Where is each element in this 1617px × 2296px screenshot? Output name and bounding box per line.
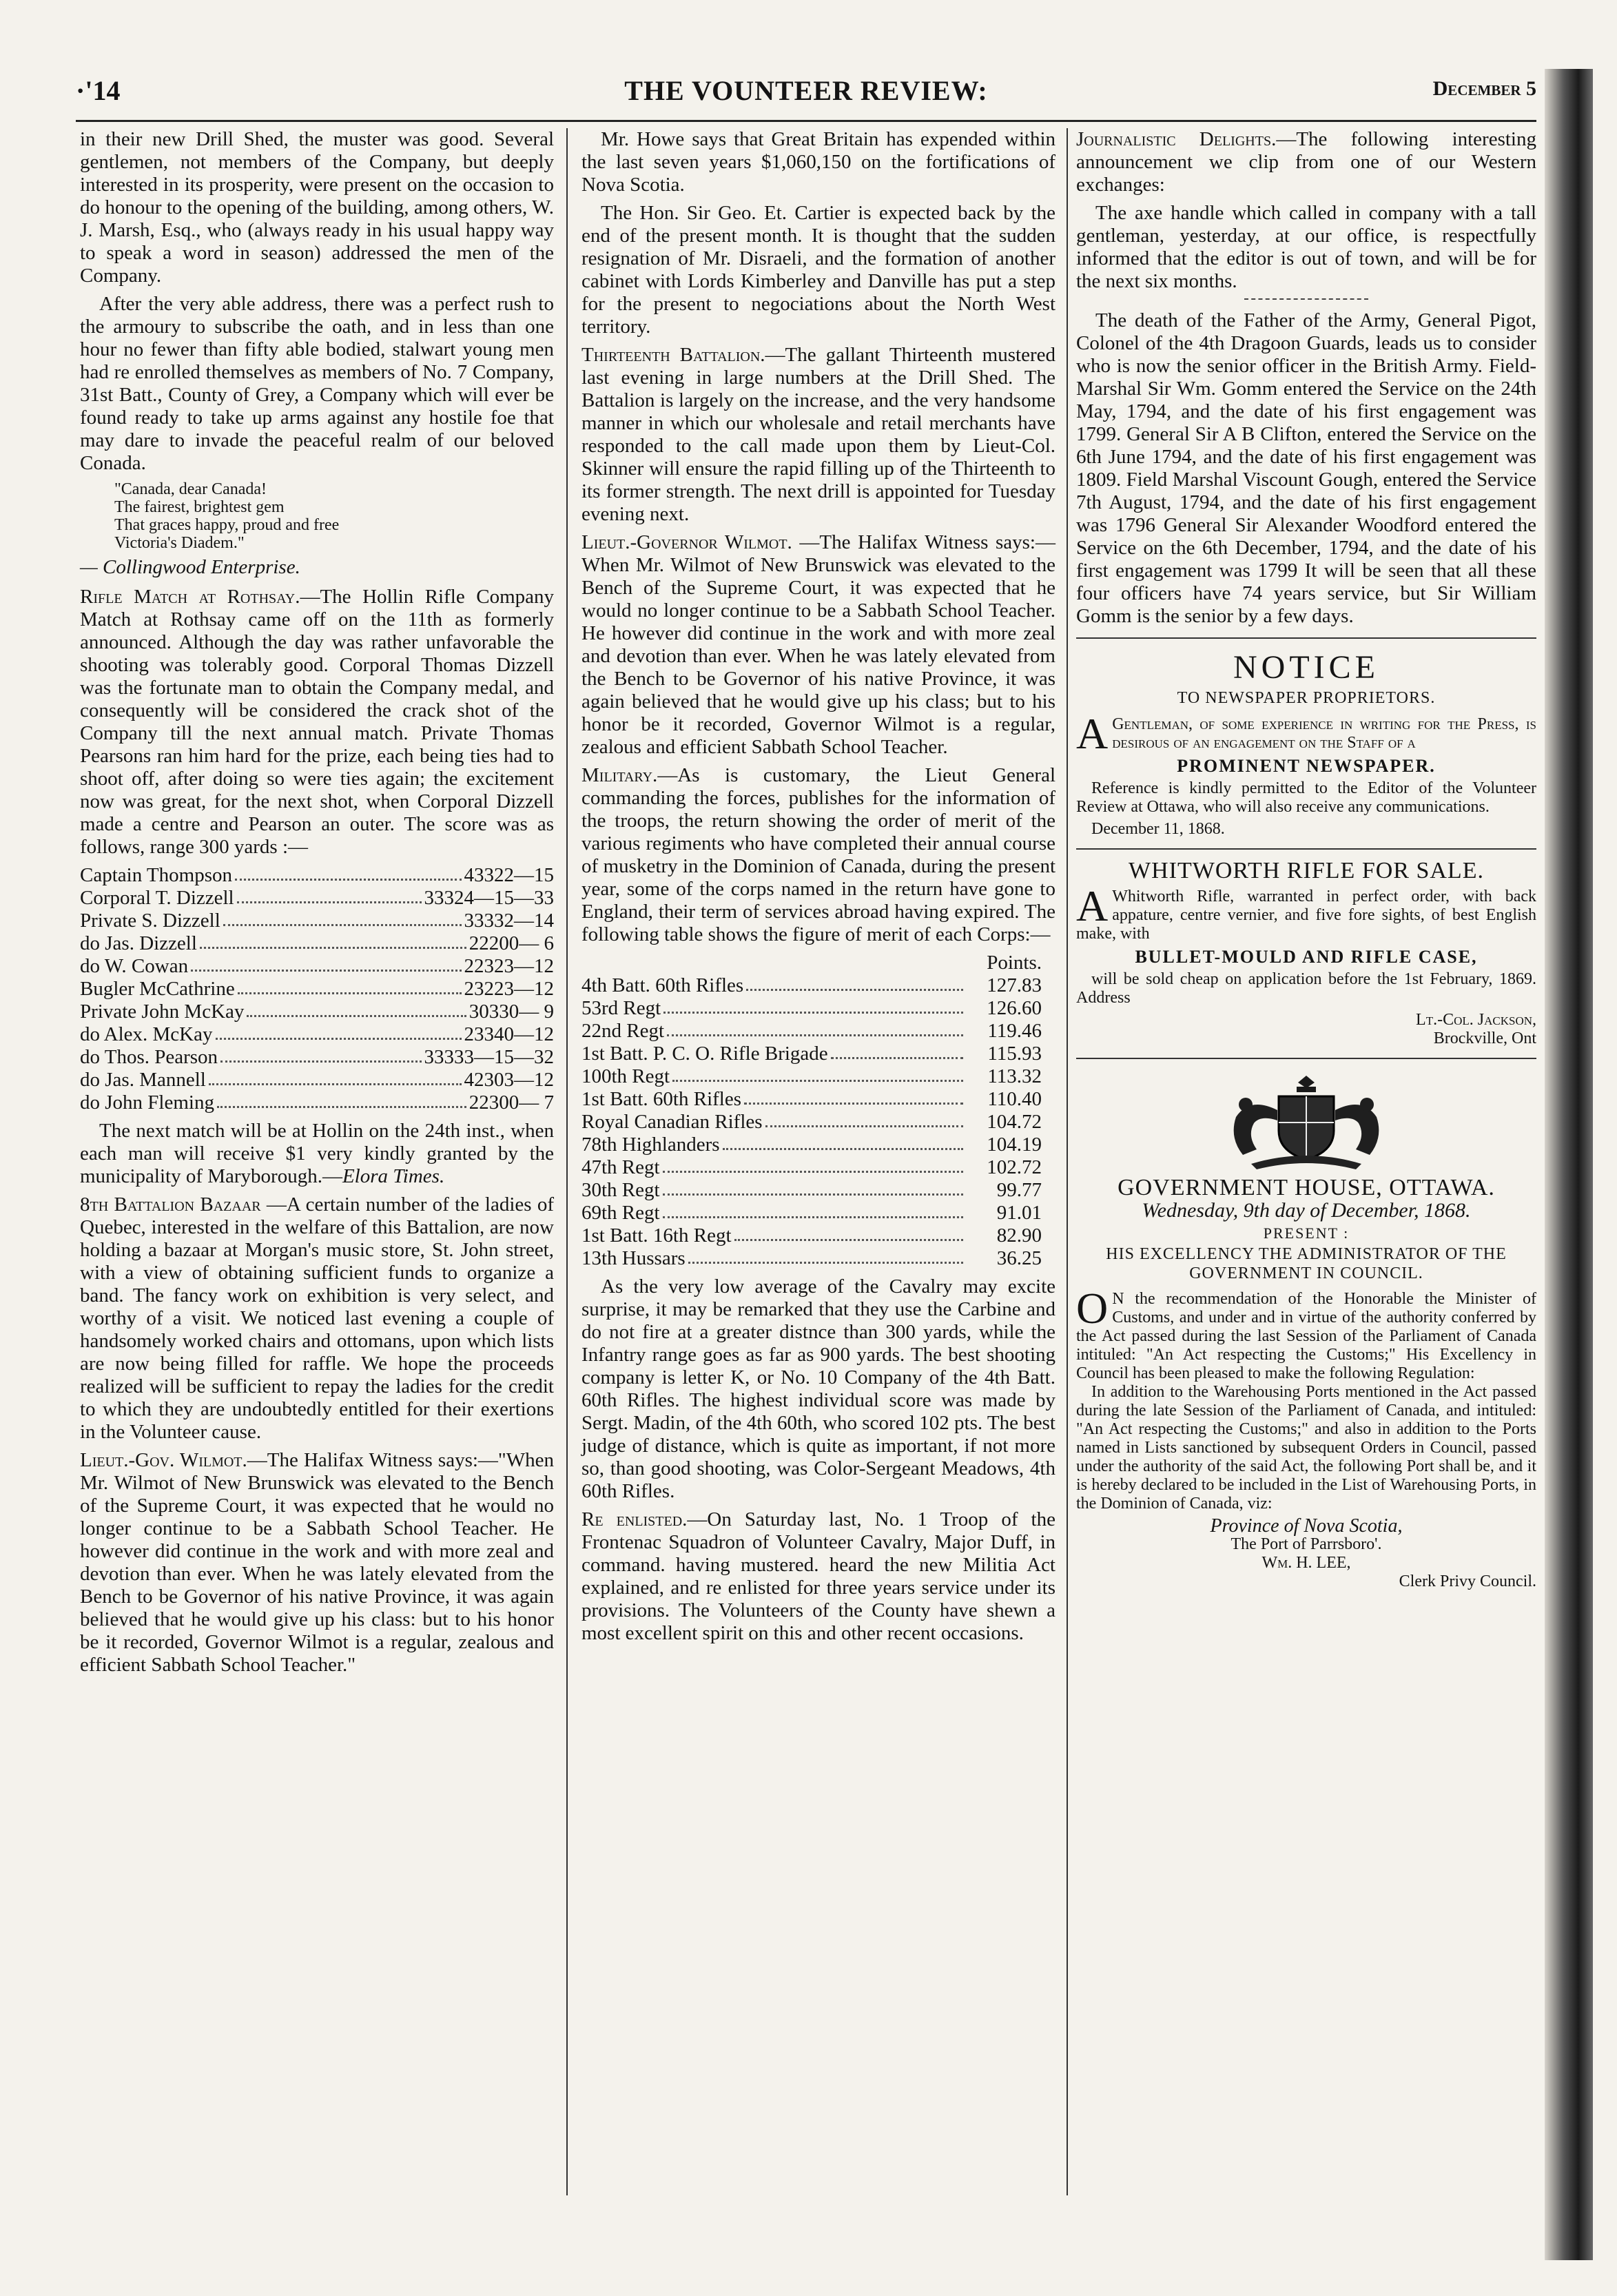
column-rule-2 (1067, 128, 1068, 2195)
shooter-score: 33333—15—32 (424, 1046, 554, 1068)
shooter-score: 30330— 9 (468, 1001, 554, 1023)
leader-dots (223, 910, 462, 926)
score-row (80, 1001, 554, 1023)
article-heading: Thirteenth Battalion. (581, 344, 765, 366)
shooter-score: 22300— 7 (468, 1091, 554, 1114)
reenlisted-article (581, 1508, 1055, 1645)
score-row (80, 1069, 554, 1091)
next-match-paragraph (80, 1120, 554, 1188)
military-article (581, 764, 1055, 946)
notice-prominent: PROMINENT NEWSPAPER. (1177, 756, 1436, 776)
gov-house-title: GOVERNMENT HOUSE, OTTAWA. (1118, 1175, 1495, 1200)
merit-row (581, 1224, 1055, 1247)
leader-dots (209, 1069, 462, 1085)
shooter-name: do Alex. McKay (80, 1023, 213, 1045)
corps-points: 119.46 (987, 1020, 1042, 1042)
journalistic-article (1076, 128, 1536, 196)
leader-dots (688, 1247, 963, 1264)
corps-points: 110.40 (987, 1088, 1042, 1110)
notice-reference: Reference is kindly permitted to the Editor of the Volunteer Review at Ottawa, who will also receive any communications. (1076, 779, 1536, 816)
shooter-name: Bugler McCathrine (80, 978, 235, 1000)
shooter-name: Private S. Dizzell (80, 910, 220, 932)
corps-name: 47th Regt (581, 1156, 660, 1178)
notice-body (1076, 709, 1536, 839)
corps-points: 113.32 (987, 1065, 1042, 1087)
leader-dots (200, 932, 466, 949)
shooter-name: do Jas. Mannell (80, 1069, 206, 1091)
merit-row (581, 1179, 1055, 1202)
corps-name: 69th Regt (581, 1202, 660, 1224)
article-heading: Lieut.-Governor Wilmot. (581, 531, 792, 553)
government-house-notice (1076, 1176, 1536, 1283)
gov-order-text (1076, 1284, 1536, 1383)
whitworth-paragraph: Whitworth Rifle, warranted in perfect order, with back appature, centre vernier, and five fore sights, of best English make, with (1076, 888, 1536, 943)
article-heading: Journalistic Delights. (1076, 128, 1277, 150)
score-row (80, 955, 554, 978)
article-body: —A certain number of the ladies of Quebec, interested in the welfare of this Battalion, are now holding a bazaar at Morgan's music store, St. John street, with a view of obtaining sufficient funds to organize a band. The fancy work on exhibition is very select, and worthy of a visit. We noticed last evening a couple of handsomely worked chairs and ottomans, upon which lists are now being filled for raffle. We hope the proceeds realized will be sufficient to repay the ladies for the credit to which they are undoubtedly entitled for their exertions in the Volunteer cause. (80, 1193, 555, 1443)
wilmot-article (581, 531, 1055, 759)
leader-dots (191, 955, 461, 972)
merit-row (581, 974, 1055, 997)
oath-paragraph: After the very able address, there was a perfect rush to the armoury to subscribe the oath, and in less than one hour no fewer than fifty able bodied, stalwart young men had re enrolled themselves as members of No. 7 Company, 31st Batt., County of Grey, a Company which will ever be found ready to take up arms against any hostile foe that may dare to invade the peaceful realm of our beloved Conada. (80, 293, 554, 474)
notice-advert (1076, 648, 1536, 710)
notice-text (1076, 709, 1536, 758)
leader-dots (235, 864, 462, 881)
corps-name: 78th Highlanders (581, 1134, 720, 1156)
score-table (80, 864, 554, 1114)
notice-paragraph: Gentleman, of some experience in writing for the Press, is desirous of an engagement on the Staff of a (1112, 715, 1536, 752)
merit-table (581, 974, 1055, 1270)
corps-points: 104.19 (987, 1134, 1042, 1156)
source-collingwood: — Collingwood Enterprise. (80, 556, 300, 578)
leader-dots (237, 887, 422, 903)
shooter-score: 23223—12 (464, 978, 554, 1000)
shooter-name: Private John McKay (80, 1001, 245, 1023)
corps-name: 1st Batt. P. C. O. Rifle Brigade (581, 1043, 828, 1065)
rifle-match-article (80, 586, 554, 859)
leader-dots (746, 974, 963, 991)
whitworth-bullet-mould: BULLET-MOULD AND RIFLE CASE, (1135, 947, 1478, 967)
merit-row (581, 1065, 1055, 1088)
corps-points: 82.90 (996, 1224, 1042, 1247)
corps-name: 4th Batt. 60th Rifles (581, 974, 744, 996)
article-body: —As is customary, the Lieut General commanding the forces, publishes for the information of the troops, the return showing the order of merit of the various regiments who have completed their annual course of musketry in the Dominion of Canada, during the present year, some of the corps named in the return have gone to England, their term of services abroad having expired. The following table shows the figure of merit of each Corps:— (581, 764, 1055, 945)
merit-row (581, 1043, 1055, 1065)
shooter-score: 22200— 6 (468, 932, 554, 954)
article-body: —The following interesting announcement we clip from one of our Western exchanges: (1076, 128, 1536, 196)
points-header: Points. (987, 952, 1042, 974)
paragraph-text: The next match will be at Hollin on the 24th inst., when each man will receive $1 very kindly granted by the municipality of Maryborough.— (80, 1120, 554, 1187)
leader-dots (672, 1065, 963, 1082)
shooter-name: do John Fleming (80, 1091, 214, 1114)
corps-points: 91.01 (996, 1202, 1042, 1224)
gov-house-date: Wednesday, 9th day of December, 1868. (1142, 1199, 1471, 1222)
column-rule-1 (566, 128, 568, 2195)
article-heading: Rifle Match at Rothsay. (80, 586, 300, 608)
section-divider (1076, 637, 1536, 639)
cartier-paragraph: The Hon. Sir Geo. Et. Cartier is expected back by the end of the present month. It is thought that the sudden resignation of Mr. Disraeli, and the formation of another cabinet with Lords Kimberley and Danville has put a step for the present to negociations about the North West territory. (581, 202, 1055, 338)
whitworth-text (1076, 881, 1536, 943)
gov-paragraph-2: In addition to the Warehousing Ports mentioned in the Act passed during the late Session of the Parliament of Canada, and intituled: "An Act respecting the Customs;" and also in addition to the Ports named in Lists sanctioned by subsequent Orders in Council, passed under the authority of the said Act, the following Port shall be, and it is hereby declared to be included in the List of Warehousing Ports, in the Dominion of Canada, viz: (1076, 1383, 1536, 1513)
column-1 (80, 128, 554, 1682)
merit-row (581, 1202, 1055, 1224)
merit-row (581, 1247, 1055, 1270)
royal-coat-of-arms-icon (1203, 1069, 1410, 1172)
corps-points: 102.72 (987, 1156, 1042, 1178)
article-body: —The Hollin Rifle Company Match at Rothsay came off on the 11th as formerly announced. Although the day was rather unfavorable the shooting was tolerably good. Corporal Thomas Dizzell was the fortunate man to obtain the Company medal, and consequently will be considered the crack shot of the Company till the next annual match. Private Thomas Pearsons ran him hard for the prize, each being ties had to shoot off, after doing so were ties again; the excitement now was great, for the next shot, when Corporal Dizzell made a centre and Pearson an outer. The score was as follows, range 300 yards :— (80, 586, 554, 858)
shooter-name: Corporal T. Dizzell (80, 887, 234, 909)
shooter-score: 33332—14 (464, 910, 554, 932)
leader-dots (734, 1224, 964, 1241)
leader-dots (217, 1091, 466, 1108)
leader-dots (723, 1134, 963, 1150)
shooter-name: do Jas. Dizzell (80, 932, 197, 954)
gov-house-body (1076, 1284, 1536, 1591)
verse-line: Victoria's Diadem." (114, 534, 245, 552)
leader-dots (238, 978, 462, 994)
corps-name: Royal Canadian Rifles (581, 1111, 763, 1133)
merit-row (581, 1088, 1055, 1111)
pigot-paragraph: The death of the Father of the Army, General Pigot, Colonel of the 4th Dragoon Guards, leads us to consider who is now the senior officer in the British Army. Field-Marshal Sir Wm. Gomm entered the Service on the 24th May, 1794, and the date of his first engagement was 1799. General Sir A B Clifton, entered the Service on the 6th June 1794, and the date of his first engagement was 1809. Field Marshal Viscount Gough, entered the Service 7th August, 1794, and the date of his first engagement was 1796 General Sir Alexander Woodford entered the Service on the 6th December, 1794, and the date of his first engagement was 1799 It will be seen that all these four officers have 74 years service, but Sir William Gomm is the senior by a few days. (1076, 309, 1536, 627)
merit-row (581, 1134, 1055, 1156)
shooter-score: 42303—12 (464, 1069, 554, 1091)
leader-dots (216, 1023, 462, 1040)
corps-name: 100th Regt (581, 1065, 670, 1087)
shooter-score: 33324—15—33 (424, 887, 554, 909)
article-heading: Re enlisted. (581, 1508, 688, 1530)
header-rule (76, 120, 1536, 122)
section-divider (1076, 848, 1536, 850)
leader-dots (831, 1043, 963, 1059)
gov-port: The Port of Parrsboro'. (1230, 1535, 1382, 1553)
verse-line: "Canada, dear Canada! (114, 480, 267, 498)
cavalry-paragraph: As the very low average of the Cavalry may excite surprise, it may be remarked that they use the Carbine and do not fire at a greater distnce than 300 yards, while the Infantry range goes as far as 900 yards. The best shooting company is letter K, or No. 10 Company of the 4th Batt. 60th Rifles. The highest individual score was made by Sergt. Madin, of the 4th 60th, who scored 102 pts. The best judge of distance, which is quite as important, if not more so, than good shooting, was Color-Sergeant Meadows, 4th 60th Rifles. (581, 1275, 1055, 1502)
article-heading: Military. (581, 764, 658, 786)
whitworth-advert (1076, 859, 1536, 882)
article-heading: 8th Battalion Bazaar (80, 1193, 261, 1216)
leader-dots (663, 1156, 963, 1173)
corps-points: 99.77 (996, 1179, 1042, 1201)
column-3 (1076, 128, 1536, 1591)
drop-cap: A (1076, 881, 1109, 930)
shooter-score: 43322—15 (464, 864, 554, 886)
source-elora: Elora Times. (342, 1165, 445, 1187)
score-row (80, 1023, 554, 1046)
shooter-name: do Thos. Pearson (80, 1046, 218, 1068)
corps-name: 1st Batt. 16th Regt (581, 1224, 732, 1247)
bazaar-article (80, 1193, 554, 1444)
merit-row (581, 1156, 1055, 1179)
whitworth-sale: will be sold cheap on application before the 1st February, 1869. Address (1076, 970, 1536, 1007)
article-body: —On Saturday last, No. 1 Troop of the Frontenac Squadron of Volunteer Cavalry, Major Duff, in command. having mustered. heard the new Militia Act explained, and re enlisted for three years service under its provisions. The Volunteers of the County have shewn a most excellent spirit on this and other recent occasions. (581, 1508, 1055, 1644)
lieut-gov-article (80, 1449, 554, 1677)
verse-line: The fairest, brightest gem (114, 498, 285, 516)
score-row (80, 887, 554, 910)
merit-row (581, 1111, 1055, 1134)
leader-dots (247, 1001, 466, 1017)
corps-name: 53rd Regt (581, 997, 661, 1019)
gov-house-excellency: HIS EXCELLENCY THE ADMINISTRATOR OF THE GOVERNMENT IN COUNCIL. (1106, 1245, 1507, 1282)
corps-points: 104.72 (987, 1111, 1042, 1133)
score-row (80, 864, 554, 887)
shooter-score: 22323—12 (464, 955, 554, 977)
corps-points: 115.93 (987, 1043, 1042, 1065)
corps-name: 13th Hussars (581, 1247, 686, 1269)
merit-row (581, 1020, 1055, 1043)
score-row (80, 978, 554, 1001)
notice-date: December 11, 1868. (1091, 820, 1225, 838)
verse-line: That graces happy, proud and free (114, 516, 340, 534)
gov-house-present: PRESENT : (1263, 1224, 1350, 1242)
howe-paragraph: Mr. Howe says that Great Britain has expended within the last seven years $1,060,150 on the fortifications of Nova Scotia. (581, 128, 1055, 196)
gov-signer: Wm. H. LEE, (1261, 1554, 1351, 1572)
leader-dots (667, 1020, 963, 1036)
corps-name: 1st Batt. 60th Rifles (581, 1088, 741, 1110)
gov-paragraph-1: N the recommendation of the Honorable the Minister of Customs, and under and in virtue of the authority conferred by the Act passed during the last Session of the Parliament of Canada intituled: "An Act respecting the Customs;" His Excellency in Council has been pleased to make the following Regulation: (1076, 1290, 1536, 1382)
article-body: —The Halifax Witness says:—"When Mr. Wilmot of New Brunswick was elevated to the Bench of the Supreme Court, it was expected that he would no longer continue to be a Sabbath School Teacher. He however did continue in the work and with more zeal and devotion than ever. When he was lately elevated from the Bench to be Governor of his native Province, it was again believed that he would give up his class: but to his honor be it recorded, Governor Wilmot is a regular, zealous and efficient Sabbath School Teacher." (80, 1449, 555, 1676)
gov-clerk: Clerk Privy Council. (1399, 1572, 1536, 1590)
thirteenth-article (581, 344, 1055, 526)
shooter-name: do W. Cowan (80, 955, 189, 977)
corps-points: 127.83 (987, 974, 1042, 996)
axe-paragraph: The axe handle which called in company with a tall gentleman, yesterday, at our office, is respectfully informed that the editor is out of town, and will be for the next six months. (1076, 202, 1536, 292)
drop-cap: A (1076, 709, 1109, 758)
drop-cap: O (1076, 1284, 1109, 1333)
leader-dots (765, 1111, 963, 1127)
leader-dots (220, 1046, 421, 1063)
leader-dots (744, 1088, 963, 1105)
whitworth-title: WHITWORTH RIFLE FOR SALE. (1129, 858, 1484, 883)
leader-dots (663, 997, 963, 1014)
column-2 (581, 128, 1055, 1650)
corps-name: 22nd Regt (581, 1020, 665, 1042)
whitworth-name: Lt.-Col. Jackson, (1416, 1011, 1536, 1029)
score-row (80, 1046, 554, 1069)
corps-points: 36.25 (996, 1247, 1042, 1269)
shooter-name: Captain Thompson (80, 864, 232, 886)
poem-verse (114, 480, 554, 552)
score-row (80, 910, 554, 932)
corps-points: 126.60 (987, 997, 1042, 1019)
article-heading: Lieut.-Gov. Wilmot. (80, 1449, 247, 1471)
shooter-score: 23340—12 (464, 1023, 554, 1045)
page-number: ·'14 (76, 75, 121, 106)
article-body: —The Halifax Witness says:—When Mr. Wilmot of New Brunswick was elevated to the Bench of the Supreme Court, it was expected that he would no longer continue to be a Sabbath School Teacher. He however did continue in the work and with more zeal and devotion than ever. When he was lately elevated from the Bench to be Governor of his native Province, it was again believed that he would give up his class; but to his honor be it recorded, Governor Wilmot is a regular, zealous and efficient Sabbath School Teacher. (581, 531, 1055, 758)
page-edge-shadow (1545, 69, 1593, 2260)
masthead-title: THE VOUNTEER REVIEW: (624, 75, 988, 106)
score-row (80, 932, 554, 955)
gov-province: Province of Nova Scotia, (1210, 1515, 1403, 1537)
article-body: —The gallant Thirteenth mustered last evening in large numbers at the Drill Shed. The Battalion is largely on the increase, and the very handsome manner in which our wholesale and retail merchants have responded to the call made upon them by Lieut-Col. Skinner will ensure the rapid filling up of the Thirteenth to its former strength. The next drill is appointed for Tuesday evening next. (581, 344, 1055, 525)
leader-dots (663, 1202, 963, 1218)
notice-title: NOTICE (1233, 649, 1379, 686)
corps-name: 30th Regt (581, 1179, 660, 1201)
leader-dots (663, 1179, 963, 1196)
whitworth-place: Brockville, Ont (1433, 1029, 1536, 1047)
notice-subtitle: TO NEWSPAPER PROPRIETORS. (1177, 689, 1436, 707)
drill-shed-paragraph: in their new Drill Shed, the muster was good. Several gentlemen, not members of the Company, but deeply interested in its prosperity, were present on the occasion to do honour to the opening of the building, among others, W. J. Marsh, Esq., who (always ready in his usual happy way to speak a word in season) addressed the men of the Company. (80, 128, 554, 287)
header-date: December 5 (1432, 77, 1536, 100)
page-header (76, 74, 1536, 116)
whitworth-body (1076, 881, 1536, 1048)
merit-row (581, 997, 1055, 1020)
section-divider (1076, 1058, 1536, 1059)
short-divider (1244, 298, 1368, 300)
score-row (80, 1091, 554, 1114)
